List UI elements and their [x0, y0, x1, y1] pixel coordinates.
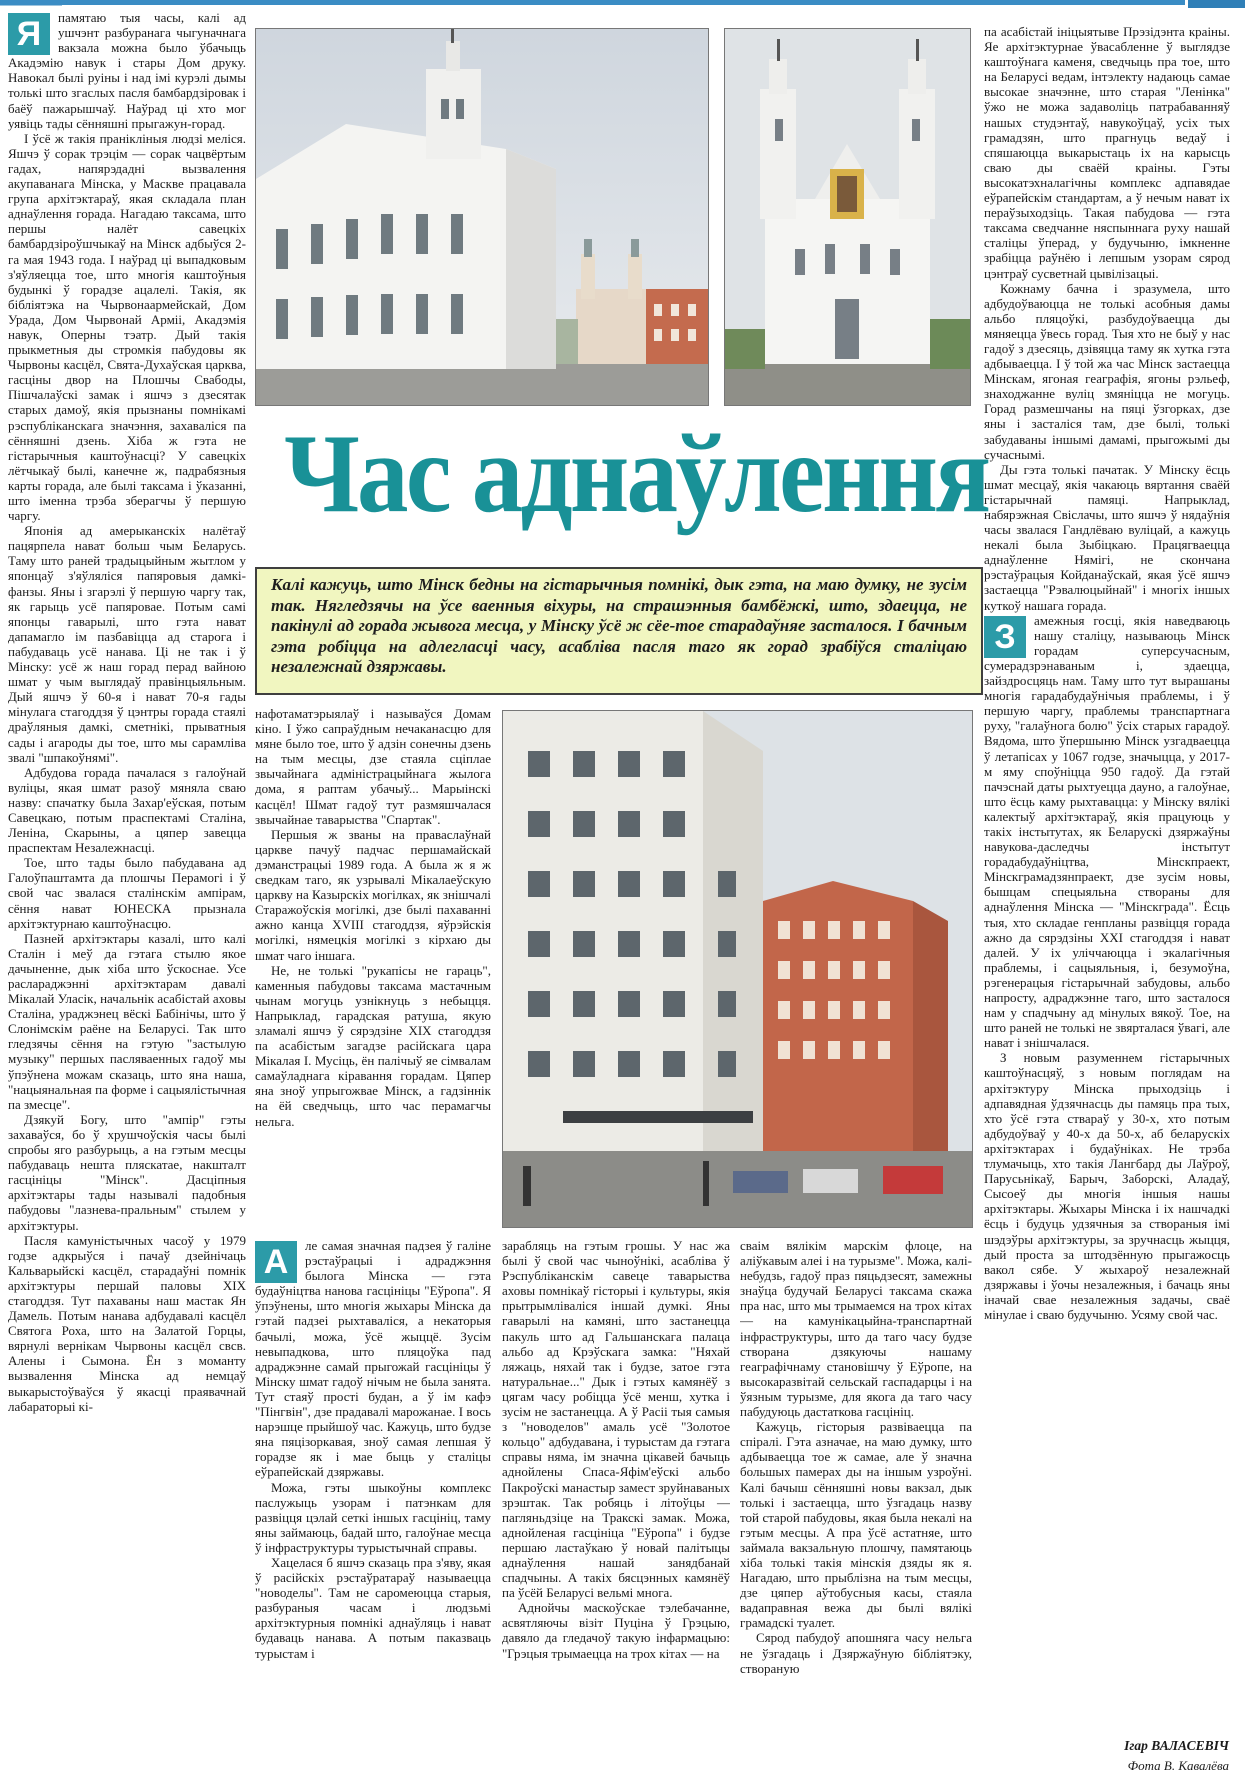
col1-p1: памятаю тыя часы, калі ад ушчэнт разбуранага чыгуначнага вакзала можна было ўбачыць Акадэмію навук і стары Дом друку. Навокал былі руіны і над імі курэлі дымы толькі што згаслых пасля бамбардзіровак і баёў пажарышчаў. Наўрад ці хто мог уявіць тады сённяшні прыгажун-горад. — [8, 10, 246, 131]
article-title: Час аднаўлення — [284, 412, 989, 536]
col2-p3: Не, не толькі "рукапісы не гараць", каменныя пабудовы таксама мастачным чынам могуць узнікнуць з небыцця. Напрыклад, гарадская ратуша, якую зламалі яшчэ ў сярэдзіне XIX стагоддзя па асабістым загадзе расійскага цара Мікалая І. Мусіць, ён палічыў яе сімвалам самаўладнага кіравання горадам. Цяпер яна зноў упрыгожвае Мінск, а гадзіннік на ёй сведчыць, што час перамагчы нельга. — [255, 962, 491, 1129]
col1-p8: Пасля камуністычных часоў у 1979 годзе адкрыўся і пачаў дзейнічаць Кальварыйскі касцёл, старадаўні помнік архітэктуры першай паловы XIX стагоддзя. Тут пахаваны наш мастак Ян Дамель. Потым нанава адбудавалі касцёл Святога Роха, што на Залатой Горцы, вярнулі вернікам Чырвоны касцёл свсв. Алены і Сымона. Ён з моманту вызвалення Мінска ад немцаў выкарыстоўваўся ў якасці праявачнай лабараторыі кі- — [8, 1232, 246, 1414]
col2-p2: Першыя ж званы на праваслаўнай царкве пачуў падчас першамайскай дэманстрацыі 1989 года. А была ж я ж сведкам таго, як узрывалі Мікалаеўскую царкву на Казырскіх могілках, як знішчалі Старажоўскія могілкі, дзе былі пахаванні ажно канца XVIII стагоддзя, яўрэйскія могілкі, нямецкія могілкі з кірхаю ды шмат чаго іншага. — [255, 826, 491, 963]
column-6 — [984, 24, 1230, 1732]
col6-p5: З новым разуменнем гістарычных каштоўнасцяў, з новым поглядам на архітэктуру Мінска прыходзіць і адпавядная ўдзячнасць ды памяць пра тых, хто ўсё гэта ствараў у 30-х, хто потым адбудоўваў у 40-х да 50-х, аб беларускіх архітэктарах і будаўніках. Не трэба тлумачыць, хто такія Лангбард ды Лаўроў, Парусьнікаў, Барыч, Заборскі, Аладаў, Сысоеў ды многія іншыя нашы архітэктары. Жыхары Мінска і іх нашчадкі ёсць і будуць удзячныя за створаныя імі шэдэўры архітэктуры, за зручнасць жыцця, дый проста за штодзённую прыгажосць вакол сябе. У жыхароў незалежнай дзяржавы і ўочы незалежныя, і бачаць яны іначай свае незалежныя задачы, сваё мінулае і сваю будучыню. Усяму свой час. — [984, 1050, 1230, 1322]
col3-p1: ле самая значная падзея ў галіне рэстаўрацыі і адраджэння былога Мінска — гэта будаўніцтва нанова гасцініцы "Еўропа". Я ўпэўнены, што многія жыхары Мінска да гэтай падзеі рыхтаваліся, а некаторыя бачылі, можа, ўсё жыццё. Зусім невыпадкова, што пляцоўка пад адраджэнне самай прыгожай гасцініцы ў Мінску шмат гадоў нічым не была занята. Тут стаяў прості будан, а ў ім кафэ "Пінгвін", дзе прадавалі марожанае. І вось нарэшце прыйшоў час. Кажуць, што будзе яна пяцізоркавая, зноў самая лепшая ў горадзе як і мае быць у сталіцы еўрапейскай дзяржавы. — [255, 1238, 491, 1480]
col1-p2: І ўсё ж такія пранікліныя людзі меліся. Яшчэ ў сорак трэцім — сорак чацвёртым гадах, напярэдадні вызвалення акупаванага Мінска, у Маскве працавала група архітэктараў, якая складала план аднаўлення горада. Нагадаю таксама, што першы налёт савецкіх бамбардзіроўшчыкаў на Мінск адбыўся 2-га мая 1943 года. І наўрад ці выпадковым з'яўляецца тое, што многія каштоўныя будынкі ў горадзе ацалелі. Такія, як бібліятэка на Чырвонаармейскай, Дом Урада, Дом Чырвонай Арміі, Акадэмія навук, Оперны тэатр. Дый такія прыкметныя ды стромкія пабудовы як Чырвоны касцёл, Свята-Духаўская царква, гасціны двор на Плошчы Свабоды, Пішчалаўскі замак і яшчэ з дзесятак старых дамоў, якія прызнаны помнікамі рэспубліканскага значэння, захаваліся па сённяшні дзень. Хіба ж гэта не гістарычныя каштоўнасці? У савецкіх лётчыкаў былі, канечне ж, падрабязныя карты горада, але былі таксама і ўказанні, што іменна трэба зберагчы ў першую чаргу. — [8, 130, 246, 524]
dropcap-a: А — [255, 1241, 297, 1283]
col1-p7: Дзякуй Богу, што "ампір" гэты захаваўся, бо ў хрушчоўскія часы былі спробы яго разбурыць, а на гэтым месцы пабудаваць нешта пляскатае, накшталт гасцініцы "Мінск". Дасціпныя архітэктары тады называлі падобныя пабудовы "лазнева-пральным" стылем у архітэктуры. — [8, 1111, 246, 1233]
col1-p3: Японія ад амерыканскіх налётаў пацярпела нават больш чым Беларусь. Таму што раней традыцыйным жытлом у японцаў з'яўляліся папяровыя дамкі-фанзы. Яны і згарэлі ў першую чаргу так, як гарыць усё папяровае. Потым самі японцы гаварылі, што гэта нават дапамагло ім пазбавіцца ад старога і пабудаваць усё нанава. Ці не так і ў Мінску: усё ж наш горад перад вайною шмат у чым выглядаў правінцыяльным. Дый яшчэ ў 60-я і нават 70-я гады мінулага стагоддзя ў цэнтры горада стаялі драўляныя дамкі, сметнікі, прыватныя сады і агароды ды тое, што мы сарамліва звалі "шпакоўнямі". — [8, 523, 246, 765]
col3-p2: Можа, гэты шыкоўны комплекс паслужыць узорам і патэнкам для развіцця цэлай сеткі іншых гасцініц, таму яны займаюць, бадай што, галоўнае месца ў інфраструктуры турыстычнай справы. — [255, 1479, 491, 1555]
column-3 — [255, 1238, 491, 1782]
col6-p3: Ды гэта толькі пачатак. У Мінску ёсць шмат месцаў, якія чакаюць вяртання сваёй гістарычнай памяці. Напрыклад, набярэжная Свіслачы, што яшчэ ў нядаўнія часы звалася Гандлёваю вуліцай, а кажуць некалі была Зыбіцкаю. Працягваецца аднаўленне Нямігі, не скончана рэстаўрацыя Койданаўскай, якая ўсё яшчэ застаецца "Рэвалюцыйнай" і многіх іншых куткоў нашага горада. — [984, 461, 1230, 613]
col5-p3: Сярод пабудоў апошняга часу нельга не ўзгадаць і Дзяржаўную бібліятэку, створаную — [740, 1630, 972, 1676]
photo-cathedral-square — [255, 28, 709, 406]
col6-p4: амежныя госці, якія наведваюць нашу сталіцу, называюць Мінск горадам суперсучасным, сумерадзрэнаваным і, здаецца, зайздросцяць нам. Таму што тут вырашаны многія гарадабудаўнічыя праблемы, і ў першую чаргу, праблемы транспартнага руху, "галаўнога болю" ўсіх старых гарадоў. Вядома, што ўпершыню Мінск узгадваецца ў летапісах у 1067 годзе, значыцца, у 2017-м яму споўніцца 950 гадоў. Да гэтай пачэснай даты рыхтуецца дауно, а галоўнае, што ёсць каму рыхтавацца: у Мінску вялікі калектыў архітэктараў, якія працуюць у такіх інстытутах, як Беларускі дзяржаўны навукова-даследчы інстытут горадабудаўніцтва, Мінскпраект, Мінскграмадзянпраект, дзе зусім новы, бышцам спецыяльна створаны для аднаўлення Мінска — "Мінскграда". Ёсць тыя, хто складае генпланы развіцця горада ажно да сярэдзіны XXI стагоддзя і нават далей. У іх уліччаюцца і экалагічныя праблемы, і сацыяльныя, і, безумоўна, рэгенерацыя гістарычнай забудовы, альбо напросту, адраджэнне таго, што засталося нам у спадчыну ад мінулых вякоў. Тое, на што раней не толькі не звярталася ўвагі, але нават і знішчалася. — [984, 612, 1230, 1051]
dropcap-z: З — [984, 616, 1026, 658]
column-2 — [255, 706, 491, 1238]
col6-p2: Кожнаму бачна і зразумела, што адбудоўваюцца не толькі асобныя дамы альбо пляцоўкі, разбудоўваецца ды мяняецца ўвесь горад. Тыя хто не быў у нас гадоў з дзесяць, дзівяцца таму як хутка гэта адбываецца. І ў той жа час Мінск застаецца Мінскам, ягоная геаграфія, ягоны рэльеф, знаходжанне вуліц змяніцца не могуць. Горад размешчаны на пяці ўзгорках, дзе яны і засталіся там, дзе былі, толькі забудаваны іншымі дамамі, прыгожымі ды сучаснымі. — [984, 280, 1230, 462]
col6-p1: па асабістай ініцыятыве Прэзідэнта краіны. Яе архітэктурнае ўвасабленне ў выглядзе каштоўнага каменя, сведчыць пра тое, што на Беларусі ведам, інтэлекту надаюць самае высокае значэнне, што старая "Ленінка" ўжо не можа задаволіць патрабаванняў нашых студэнтаў, навукоўцаў, усіх тых грамадзян, што прагнуць ведаў і спяшаюцца выкарыстаць іх на карысць сваю ды сваёй краіны. Гэты высокатэхналагічны комплекс адпавядае еўрапейскім стандартам, а ў нечым нават іх пераўзыходзіць. Такая пабудова — гэта таксама сведчанне няспыннага руху нашай сталіцы ўперад, у будучыню, імкненне зрабіцца раўнёю і лепшым узорам сярод цэнтраў сусветнай цывілізацыі. — [984, 24, 1230, 281]
dropcap-ya: Я — [8, 13, 50, 55]
top-bar — [0, 0, 1185, 5]
photo-hotel-europe — [502, 710, 973, 1228]
photo-credit: Фота В. Кавалёва — [1127, 1758, 1229, 1773]
column-5 — [740, 1238, 972, 1782]
col2-p1: нафотаматэрыялаў і называўся Домам кіно. І ўжо сапраўдным нечаканасцю для мяне было тое, што ў адзін сонечны дзень на тым месцы, дзе стаяла сціплае звычайнага адміністрацыйнага жылога дома, я раптам убачыў... Марыінскі касцёл! Шмат гадоў тут размяшчалася звычайнае таварыства "Спартак". — [255, 706, 491, 827]
col1-p4: Адбудова горада пачалася з галоўнай вуліцы, якая шмат разоў мяняла сваю назву: спачатку была Захар'еўская, потым Савецкаю, потым праспектамі Сталіна, Леніна, Скарыны, а цяпер завецца праспектам Незалежнасці. — [8, 764, 246, 856]
col5-p1: сваім вялікім марскім флоце, на аліўкавым алеі і на турызме". Можа, калі-небудзь, гадоў праз пяцьдзесят, замежны знаўца будучай Беларусі таксама скажа пра нас, што мы трымаемся на трох кітах — на камунікацыйна-транспартнай інфраструктуры, што да таго часу будзе створана дзякуючы нашаму геаграфічнаму становішчу ў Еўропе, на высокаразвітай сельскай гаспадарцы і на ўязным турызме, для якога да таго часу пабудуюць дастаткова гасцініц. — [740, 1238, 972, 1420]
author-signature: Ігар ВАЛАСЕВІЧ — [1124, 1738, 1229, 1753]
col1-p5: Тое, што тады было пабудавана ад Галоўпаштамта да плошчы Перамогі і ў свой час звалася сталінскім ампірам, сёння нават ЮНЕСКА прызнала архітэктурнаю каштоўнасцю. — [8, 855, 246, 931]
col5-p2: Кажуць, гісторыя развіваецца па спіралі. Гэта азначае, на маю думку, што адбываецца тое ж самае, але ў значна большых памерах ды на іншым узроўні. Калі бачыш сённяшні новы вакзал, дык толькі і застаецца, што ўзгадаць назву той старой пабудовы, якая была некалі на гэтым месцы. А пра ўсё астатняе, што займала вакзальную плошчу, памятаюць хіба толькі такія мінскія дзяды як я. Нагадаю, што прыблізна на тым месцы, дзе цяпер аўтобусныя касы, стаяла вадаправная вежа ды былі вялікі грамадскі туалет. — [740, 1419, 972, 1631]
top-bar-end — [1188, 0, 1245, 8]
col4-p2: Аднойчы маскоўскае тэлебачанне, асвятляючы візіт Пуціна ў Грэцыю, давяло да гледачоў такую інфармацыю: "Грэцыя трымаецца на трох кітах — на — [502, 1600, 730, 1661]
lead-paragraph: Калі кажуць, што Мінск бедны на гістарычныя помнікі, дык гэта, на маю думку, не зусім так. Нягледзячы на ўсе ваенныя віхуры, на страшэнныя бамбёжкі, што, здаецца, не пакінулі ад горада жывога месца, у Мінску ўсё ж сёе-тое старадаўняе засталося. І бачным гэта робіцца на адлегласці часу, асабліва пасля таго як горад зрабіўся сталіцаю незалежнай дзяржавы. — [255, 567, 983, 695]
column-4 — [502, 1238, 730, 1782]
photo-holy-spirit-cathedral — [724, 28, 971, 406]
col4-p1: зарабляць на гэтым грошы. У нас жа былі ў свой час чыноўнікі, асабліва ў Рэспубліканскім савеце таварыства аховы помнікаў гісторыі і культуры, якія прытрымліваліся іншай думкі. Яны гаварылі на камяні, што застанецца пакуль што ад Гальшанскага палаца альбо ад Крэўскага замка: "Няхай ляжаць, няхай так і будзе, затое гэта натуральнае..." Дык і гэтых камянёў з цягам часу робіцца ўсё менш, хутка і зусім не застанецца. А ў Расіі тыя самыя з "новоделов" амаль усё "Золотое кольцо" адбудавана, і турыстам да гэтага справы няма, ім значна цікавей бачыць аднойлены Спаса-Яфім'еўскі альбо Пакроўскі манастыр замест зруйнаваных зрэштак. Так робяць і літоўцы — пагляньдзіце на Тракскі замак. Можа, аднойленая гасцініца "Еўропа" і будзе першаю ластаўкаю ў новай палітыцы аднаўлення нашай занядбанай спадчыны. А такіх бясцэнных камянёў па ўсёй Беларусі вельмі многа. — [502, 1238, 730, 1601]
col3-p3: Хацелася б яшчэ сказаць пра з'яву, якая ў расійскіх рэстаўратараў называецца "новоделы". Там не саромеюцца старыя, разбураныя часам і людзьмі архітэктурныя помнікі аднаўляць і нават будаваць нанава. А потым паказваць турыстам і — [255, 1554, 491, 1661]
col1-p6: Пазней архітэктары казалі, што калі Сталін і меў да гэтага стылю якое дачыненне, дык хіба што ўскоснае. Усе раслараджэнні архітэктарам давалі Мікалай Уласік, начальнік асабістай аховы Сталіна, ураджэнец вёскі Бабінічы, што ў Слонімскім раёне на Беларусі. Так што гледзячы сёння на гэтую "застылую музыку" першых пасляваенных гадоў мы ўпэўнена можам сказаць, што яна наша, "нацыянальная па форме і сацыялістычная па змесце". — [8, 930, 246, 1112]
column-1 — [8, 10, 246, 1782]
